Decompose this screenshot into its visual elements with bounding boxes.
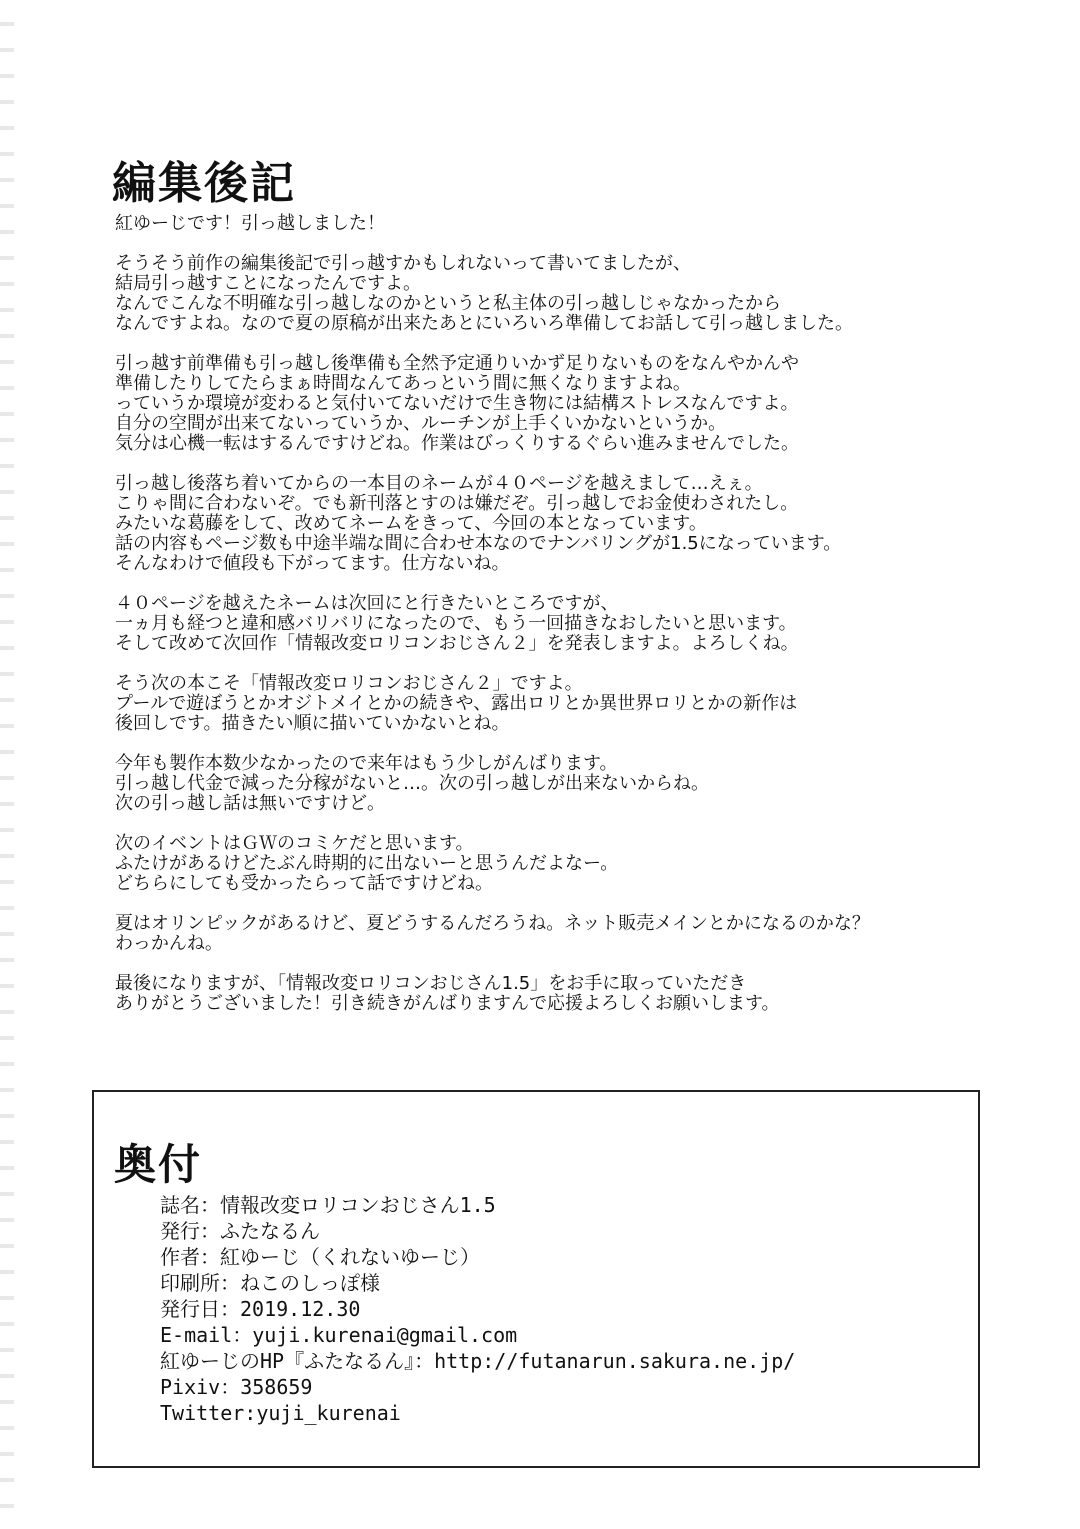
afterword-line: 次の引っ越し話は無いですけど。 bbox=[115, 793, 385, 814]
colophon-list bbox=[160, 1192, 795, 1426]
afterword-line: 話の内容もページ数も中途半端な間に合わせ本なのでナンバリングが1.5になっています。 bbox=[115, 533, 842, 554]
afterword-paragraph bbox=[115, 214, 1015, 234]
colophon-line: E-mail：yuji.kurenai@gmail.com bbox=[160, 1323, 518, 1347]
afterword-paragraph bbox=[115, 834, 1015, 894]
afterword-line: 今年も製作本数少なかったので来年はもう少しがんばります。 bbox=[115, 753, 618, 774]
afterword-paragraph bbox=[115, 594, 1015, 654]
afterword-line: 後回しです。描きたい順に描いていかないとね。 bbox=[115, 713, 510, 734]
colophon-box bbox=[92, 1090, 980, 1468]
afterword-line: なんですよね。なので夏の原稿が出来たあとにいろいろ準備してお話して引っ越しました。 bbox=[115, 313, 853, 334]
colophon-line: Pixiv：358659 bbox=[160, 1375, 313, 1399]
afterword-paragraph bbox=[115, 754, 1015, 814]
colophon-line: Twitter:yuji_kurenai bbox=[160, 1401, 401, 1425]
afterword-line: 引っ越し代金で減った分稼がないと…。次の引っ越しが出来ないからね。 bbox=[115, 773, 709, 794]
afterword-line: 紅ゆーじです！引っ越しました！ bbox=[115, 213, 385, 234]
afterword-line: 一ヵ月も経つと違和感バリバリになったので、もう一回描きなおしたいと思います。 bbox=[115, 613, 797, 634]
afterword-line: 引っ越す前準備も引っ越し後準備も全然予定通りいかず足りないものをなんやかんや bbox=[115, 353, 799, 374]
afterword-line: そう次の本こそ「情報改変ロリコンおじさん２」ですよ。 bbox=[115, 673, 583, 694]
afterword-body bbox=[115, 214, 1015, 1034]
afterword-paragraph bbox=[115, 354, 1015, 454]
afterword-line: なんでこんな不明確な引っ越しなのかというと私主体の引っ越しじゃなかったから bbox=[115, 293, 781, 314]
afterword-line: どちらにしても受かったらって話ですけどね。 bbox=[115, 873, 493, 894]
afterword-line: 引っ越し後落ち着いてからの一本目のネームが４０ページを越えまして…えぇ。 bbox=[115, 473, 763, 494]
afterword-line: 最後になりますが、「情報改変ロリコンおじさん1.5」をお手に取っていただき bbox=[115, 973, 747, 994]
afterword-paragraph bbox=[115, 674, 1015, 734]
afterword-line: プールで遊ぼうとかオジトメイとかの続きや、露出ロリとか異世界ロリとかの新作は bbox=[115, 693, 798, 714]
afterword-line: わっかんね。 bbox=[115, 933, 223, 954]
afterword-line: そして改めて次回作「情報改変ロリコンおじさん２」を発表しますよ。よろしくね。 bbox=[115, 633, 799, 654]
afterword-paragraph bbox=[115, 474, 1015, 574]
afterword-line: 夏はオリンピックがあるけど、夏どうするんだろうね。ネット販売メインとかになるのかな？ bbox=[115, 913, 870, 934]
afterword-line: ありがとうございました！引き続きがんばりますんで応援よろしくお願いします。 bbox=[115, 993, 780, 1014]
afterword-line: 準備したりしてたらまぁ時間なんてあっという間に無くなりますよね。 bbox=[115, 373, 691, 394]
afterword-line: 結局引っ越すことになったんですよ。 bbox=[115, 273, 421, 294]
page-binding-edge bbox=[0, 0, 14, 1529]
colophon-title: 奥付 bbox=[114, 1139, 203, 1189]
afterword-line: こりゃ間に合わないぞ。でも新刊落とすのは嫌だぞ。引っ越しでお金使わされたし。 bbox=[115, 493, 799, 514]
afterword-title: 編集後記 bbox=[112, 158, 296, 210]
afterword-line: 気分は心機一転はするんですけどね。作業はびっくりするぐらい進みませんでした。 bbox=[115, 433, 799, 454]
colophon-line: 発行：ふたなるん bbox=[160, 1219, 320, 1243]
afterword-line: そんなわけで値段も下がってます。仕方ないね。 bbox=[115, 553, 510, 574]
afterword-line: 自分の空間が出来てないっていうか、ルーチンが上手くいかないというか。 bbox=[115, 413, 727, 434]
afterword-line: みたいな葛藤をして、改めてネームをきって、今回の本となっています。 bbox=[115, 513, 707, 534]
afterword-paragraph bbox=[115, 254, 1015, 334]
afterword-line: ふたけがあるけどたぶん時期的に出ないーと思うんだよなー。 bbox=[115, 853, 619, 874]
afterword-line: っていうか環境が変わると気付いてないだけで生き物には結構ストレスなんですよ。 bbox=[115, 393, 799, 414]
colophon-line: 発行日：2019.12.30 bbox=[160, 1297, 361, 1321]
afterword-paragraph bbox=[115, 974, 1015, 1014]
afterword-line: ４０ページを越えたネームは次回にと行きたいところですが、 bbox=[115, 593, 619, 614]
colophon-line: 紅ゆーじのHP『ふたなるん』：http://futanarun.sakura.ne.jp/ bbox=[160, 1349, 796, 1373]
colophon-line: 作者：紅ゆーじ（くれないゆーじ） bbox=[160, 1245, 480, 1269]
afterword-line: 次のイベントはＧＷのコミケだと思います。 bbox=[115, 833, 474, 854]
afterword-line: そうそう前作の編集後記で引っ越すかもしれないって書いてましたが、 bbox=[115, 253, 691, 274]
afterword-paragraph bbox=[115, 914, 1015, 954]
colophon-line: 印刷所：ねこのしっぽ様 bbox=[160, 1271, 380, 1295]
colophon-line: 誌名：情報改変ロリコンおじさん1.5 bbox=[160, 1193, 496, 1217]
